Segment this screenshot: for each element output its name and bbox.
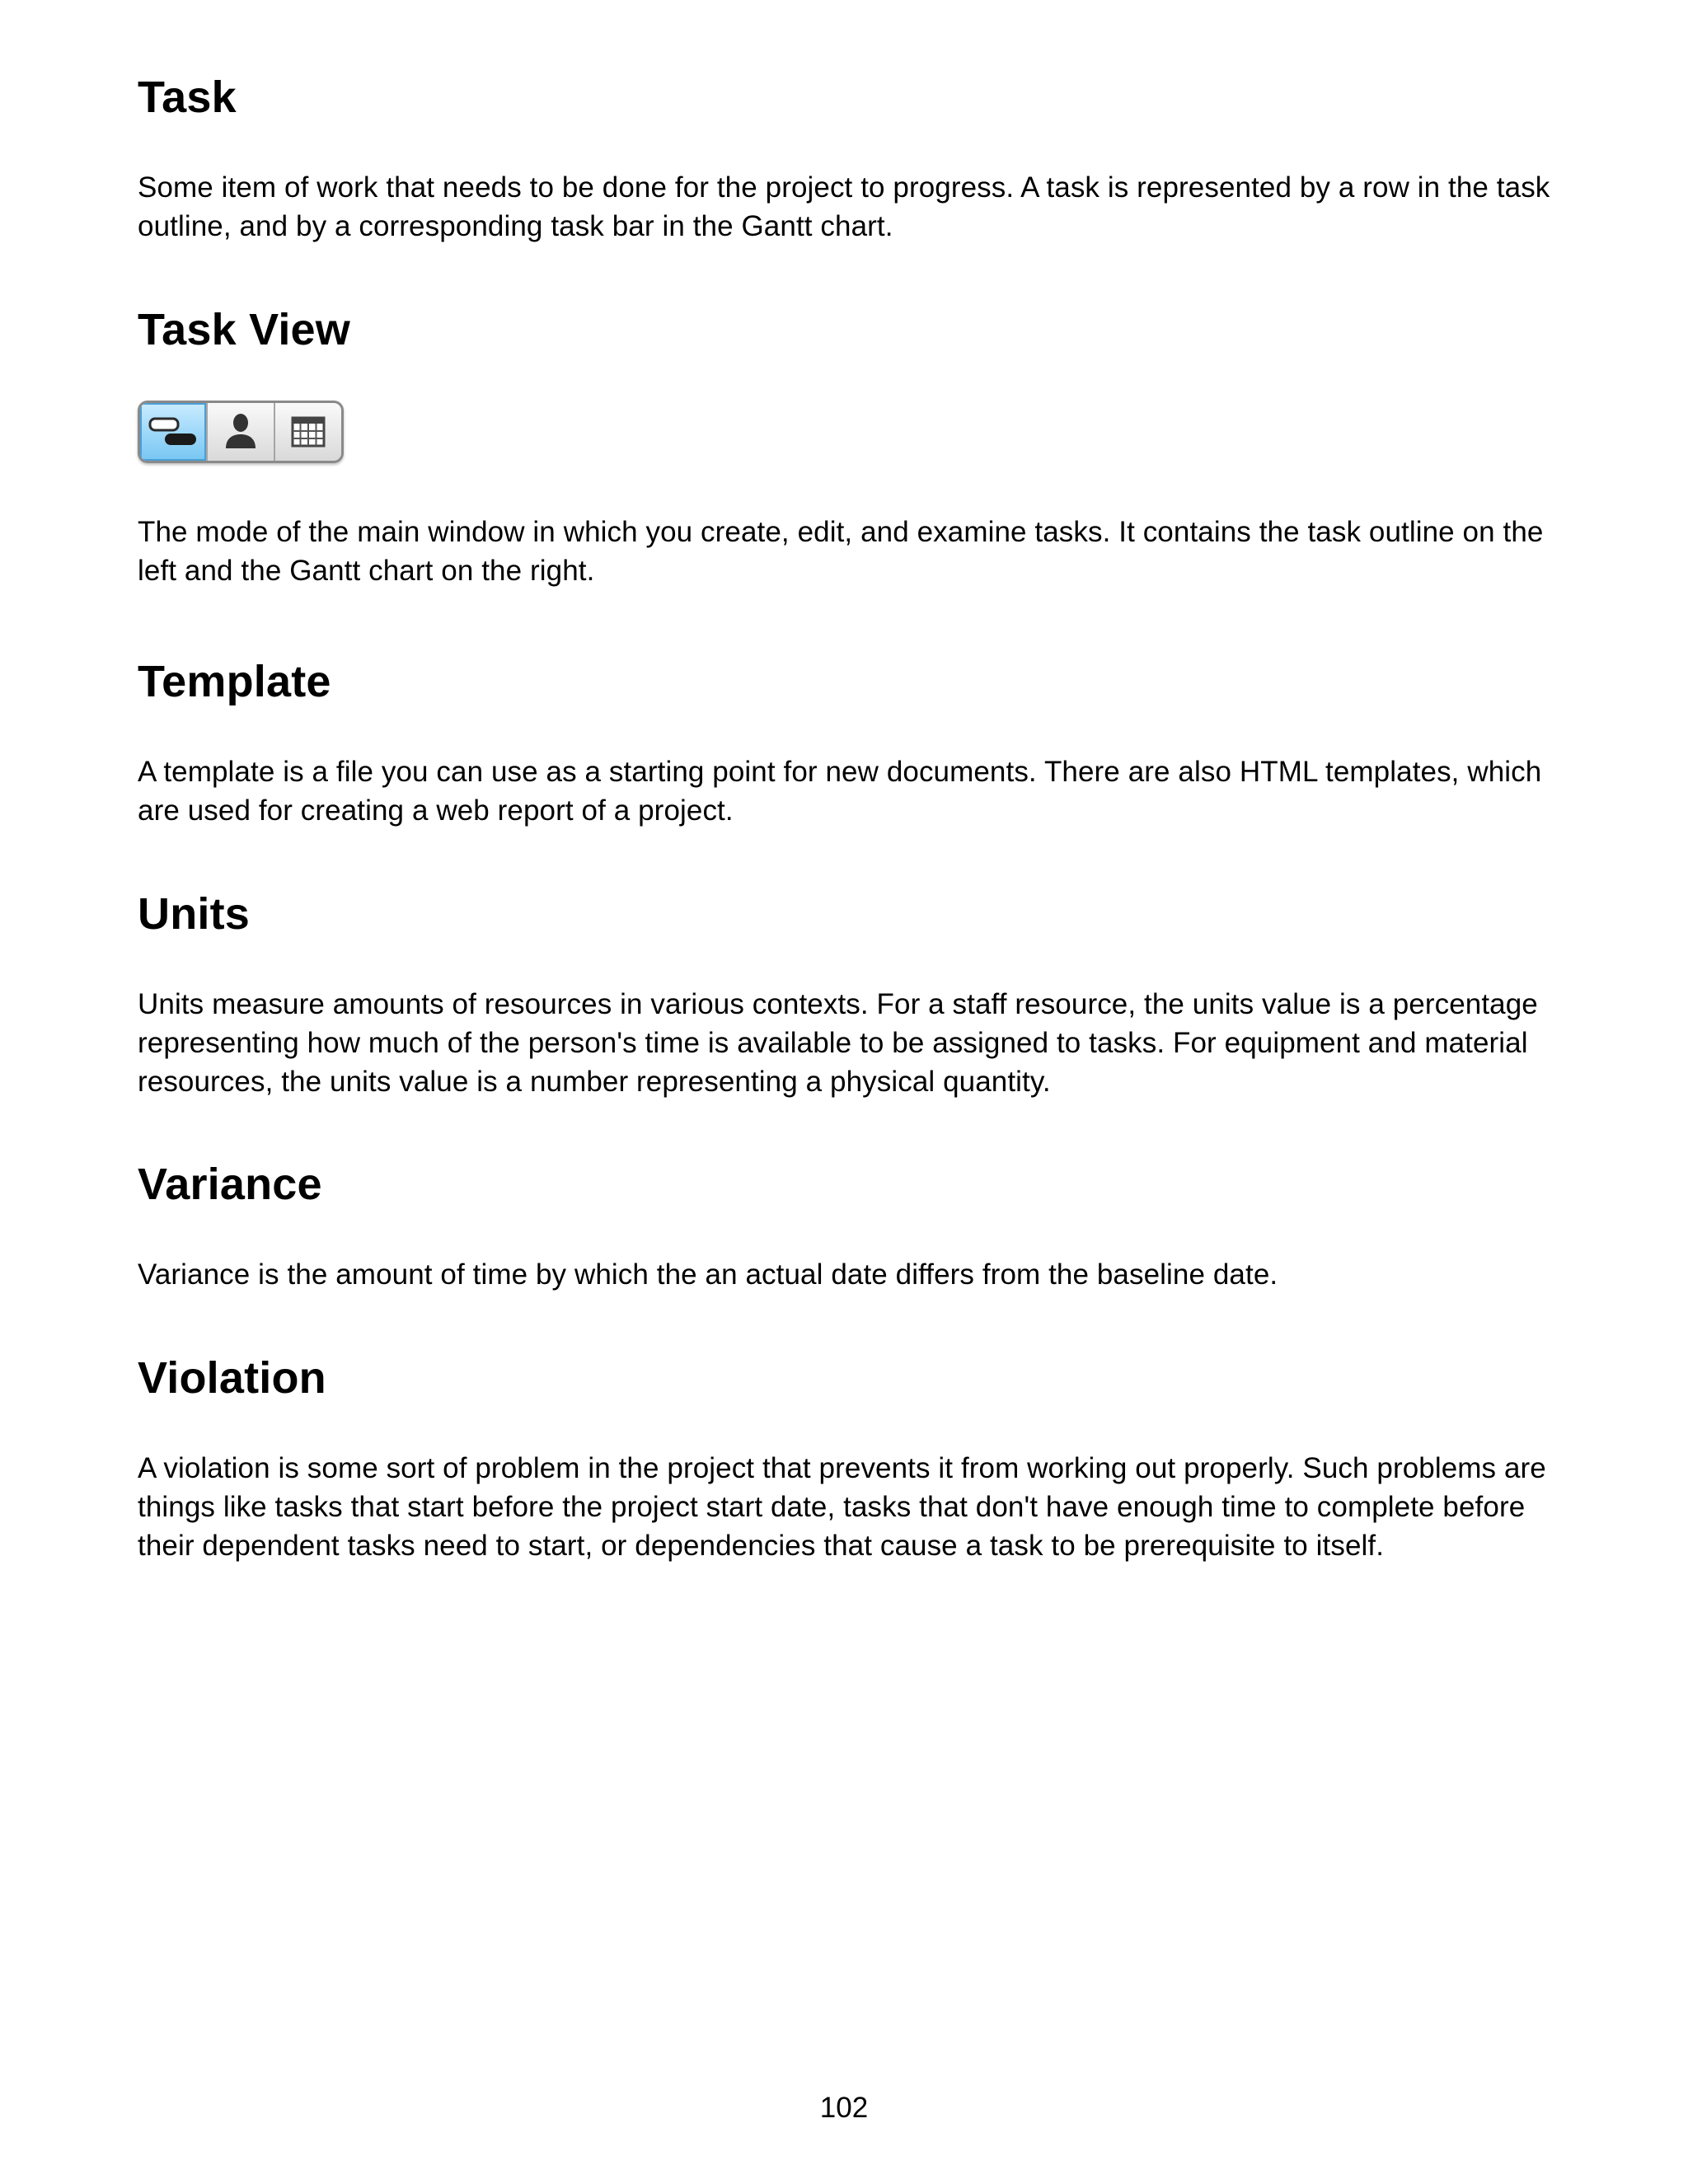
term-definition: Some item of work that needs to be done for the project to progress. A task is represented by a row in the task outline, and by a corresponding task bar in the Gantt chart. xyxy=(138,171,1550,242)
glossary-entry-task xyxy=(138,71,1572,246)
term-heading: Task View xyxy=(138,305,350,354)
term-heading: Violation xyxy=(138,1353,326,1403)
gantt-task-icon xyxy=(147,412,199,452)
term-definition: A violation is some sort of problem in the project that prevents it from working out properly. Such problems are things like tasks that start before the project start date, tasks that don't have enough time to complete before their dependent tasks need to start, or dependencies that cause a task to be prerequisite to itself. xyxy=(138,1452,1546,1562)
calendar-grid-icon xyxy=(290,415,326,448)
term-definition: A template is a file you can use as a starting point for new documents. There are also HTML templates, which are used for creating a web report of a project. xyxy=(138,756,1542,827)
task-view-segment xyxy=(140,403,208,461)
page-number: 102 xyxy=(819,2092,869,2124)
glossary-entry-units xyxy=(138,888,1572,1101)
glossary-entry-task-view xyxy=(138,303,1572,590)
glossary-entry-template xyxy=(138,655,1572,830)
calendar-view-segment xyxy=(275,403,341,461)
glossary-entry-variance xyxy=(138,1158,1572,1294)
view-mode-switcher xyxy=(138,401,344,463)
person-icon xyxy=(219,410,262,453)
term-heading: Template xyxy=(138,657,331,706)
term-heading: Variance xyxy=(138,1160,322,1209)
term-definition: The mode of the main window in which you create, edit, and examine tasks. It contains the task outline on the left and the Gantt chart on the right. xyxy=(138,516,1544,587)
term-definition: Variance is the amount of time by which the an actual date differs from the baseline date. xyxy=(138,1258,1278,1291)
term-definition: Units measure amounts of resources in various contexts. For a staff resource, the units value is a percentage representing how much of the person's time is available to be assigned to tasks. For equipment and material resources, the units value is a number representing a physical quantity. xyxy=(138,988,1538,1098)
term-heading: Units xyxy=(138,889,250,939)
resource-view-segment xyxy=(208,403,275,461)
glossary-entry-violation xyxy=(138,1352,1572,1565)
term-heading: Task xyxy=(138,73,237,122)
